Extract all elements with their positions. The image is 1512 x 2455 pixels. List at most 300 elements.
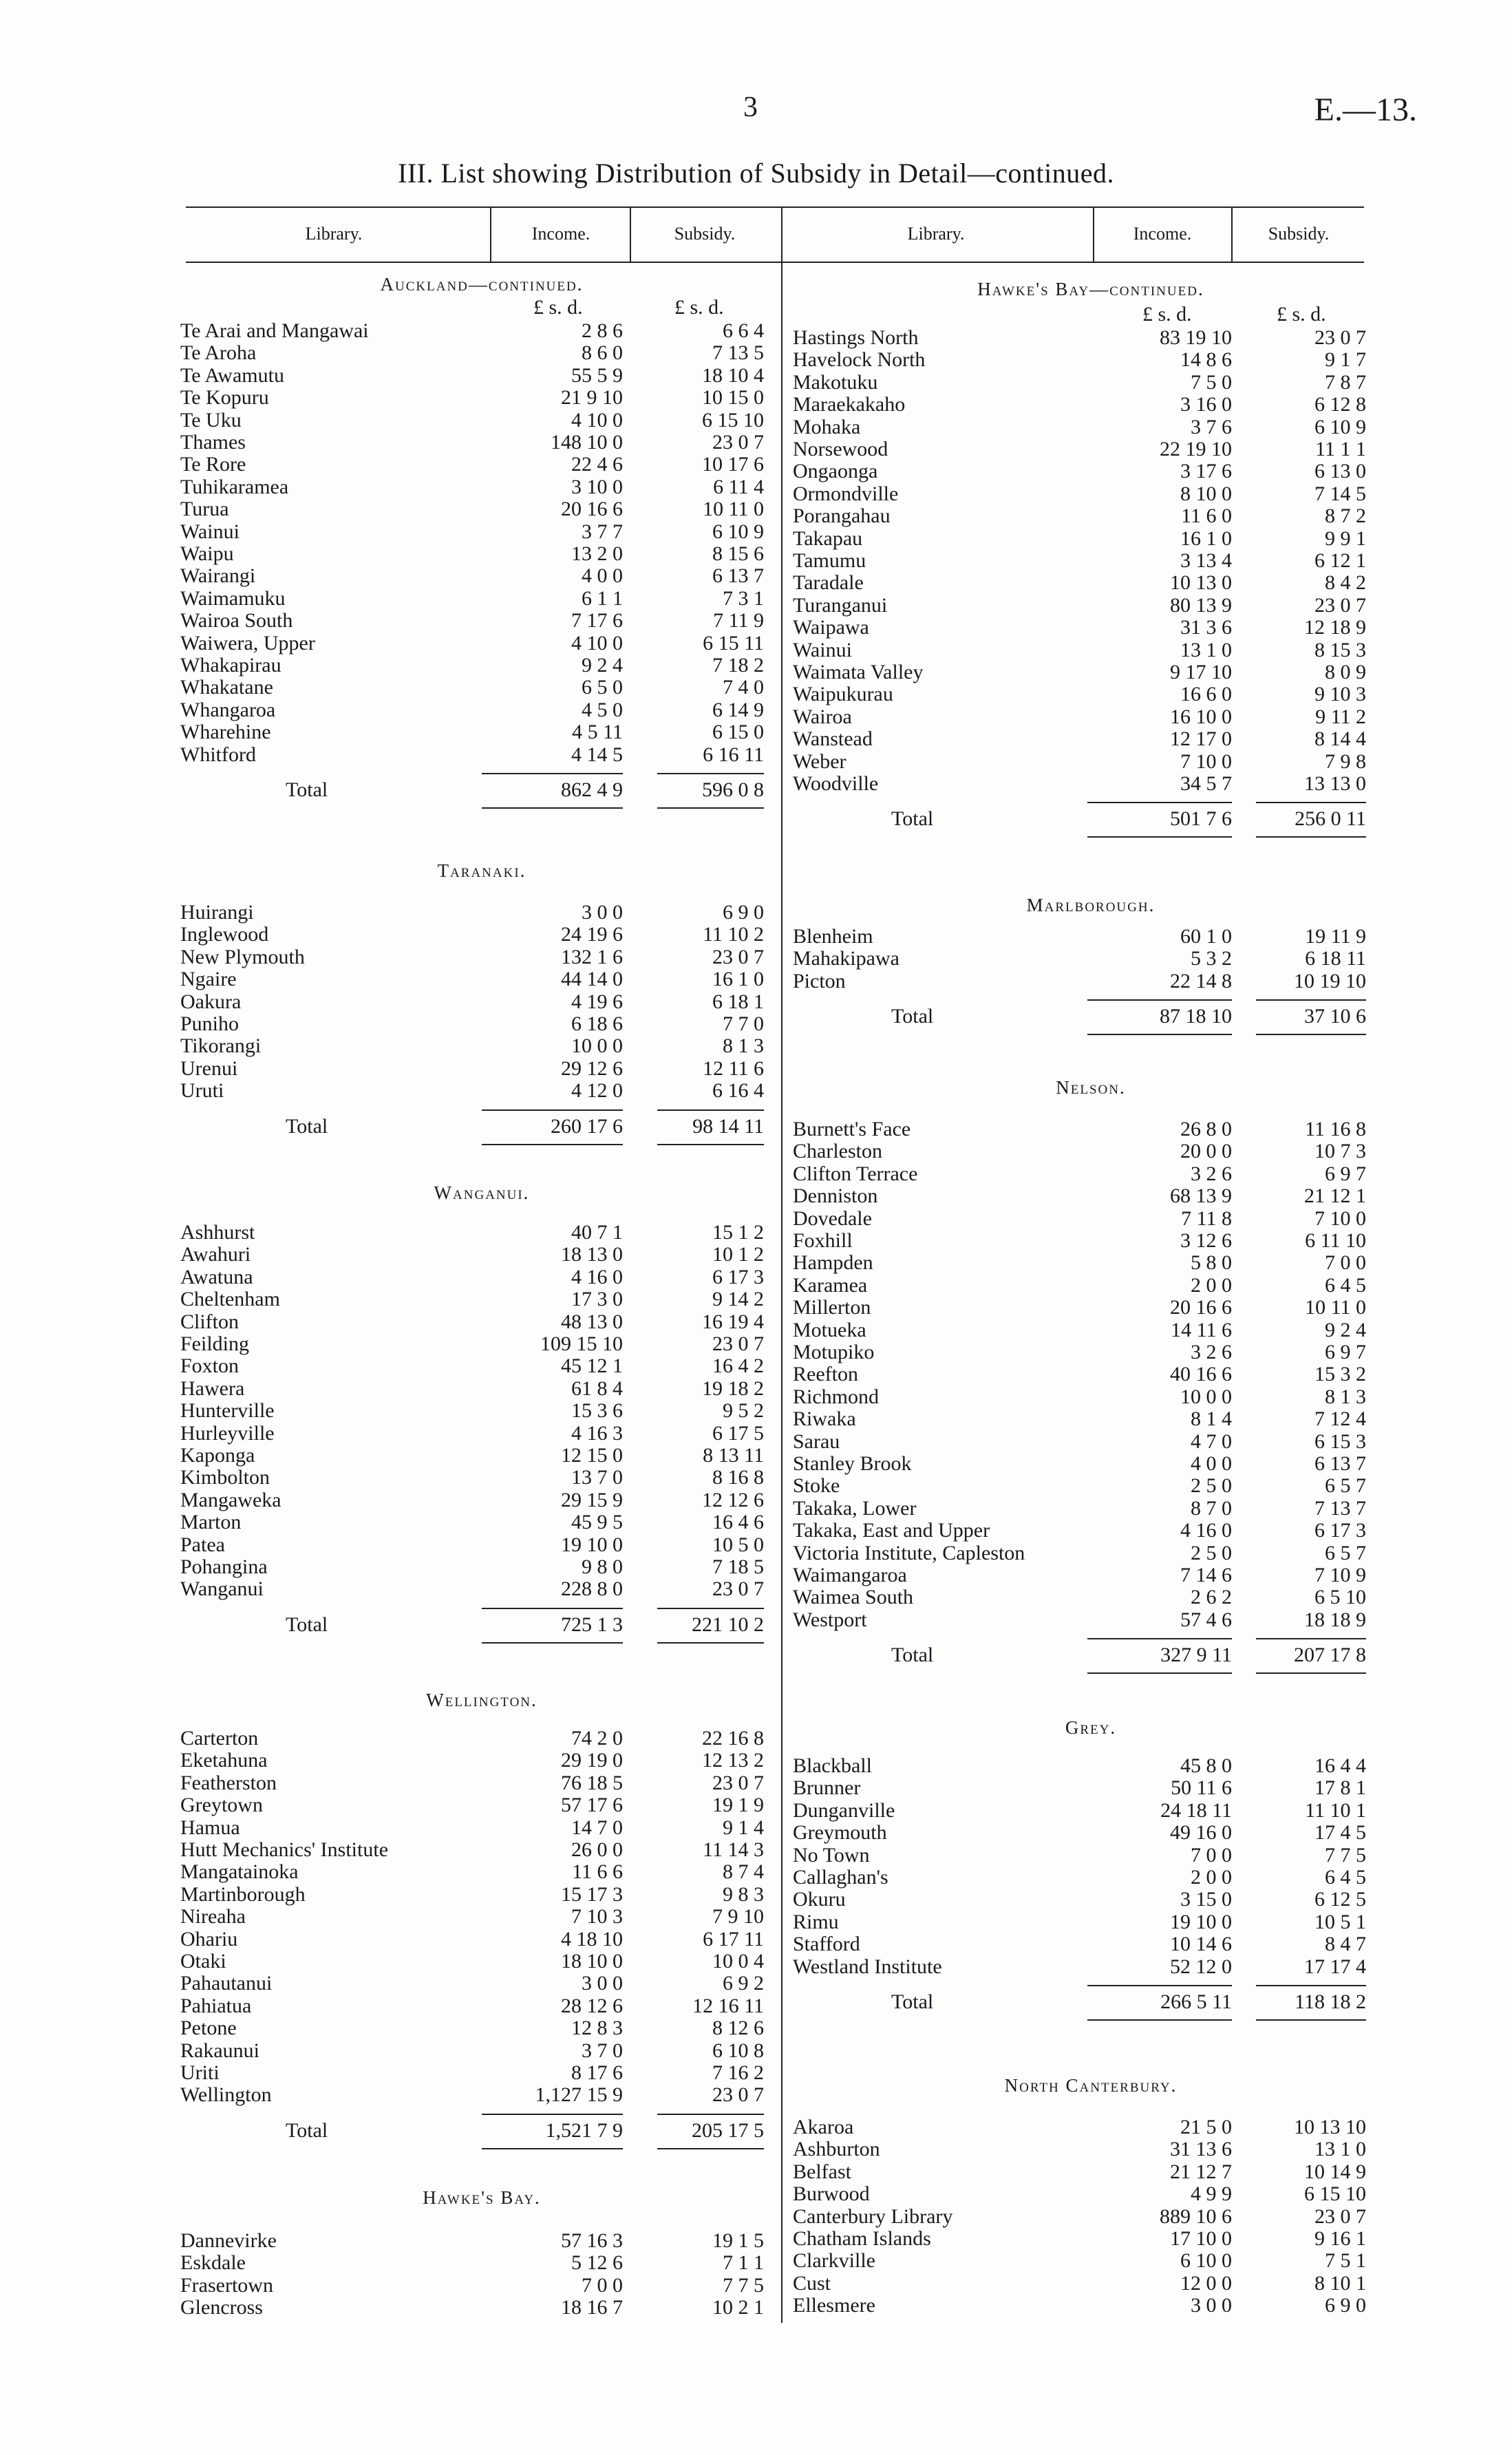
subsidy-value: 9 11 2 [1315,705,1366,728]
table-row [180,1423,764,1445]
library-name: Denniston [793,1184,878,1208]
subsidy-value: 7 7 5 [723,2273,764,2297]
income-value: 9 8 0 [582,1555,623,1578]
table-row [793,1140,1366,1162]
table-row [793,550,1366,572]
table-row [180,387,764,409]
library-name: Waipukurau [793,683,893,706]
income-value: 26 8 0 [1180,1118,1232,1140]
library-name: Eketahuna [180,1749,268,1772]
library-name: Norsewood [793,438,888,460]
subsidy-value: 6 17 5 [712,1421,764,1445]
subsidy-value: 7 7 0 [723,1012,764,1035]
subsidy-value: 7 0 0 [1325,1251,1366,1275]
header-separator [490,206,491,263]
subsidy-value: 10 14 9 [1304,2160,1366,2183]
library-name: Turanganui [793,593,888,617]
library-name: Riwaka [793,1407,856,1431]
subsidy-value: 6 9 0 [723,901,764,924]
income-value: 52 12 0 [1170,1955,1232,1978]
library-name: Wainui [793,638,852,661]
income-value: 28 12 6 [561,1994,623,2017]
library-name: Waimea South [793,1586,914,1609]
library-name: Mahakipawa [793,947,899,970]
library-name: Ongaonga [793,460,878,483]
income-value: 20 16 6 [561,498,623,521]
subsidy-value: 8 14 4 [1314,727,1366,751]
table-row [793,1845,1366,1867]
subsidy-value: 17 4 5 [1314,1821,1366,1845]
library-name: Wharehine [180,721,271,744]
library-name: Te Kopuru [180,386,269,410]
income-value: 4 5 0 [582,698,623,721]
income-value: 8 17 6 [571,2061,623,2084]
library-name: Carterton [180,1727,259,1750]
table-row [793,948,1366,970]
library-name: Ormondville [793,482,899,505]
library-name: Martinborough [180,1882,306,1906]
library-name: Victoria Institute, Capleston [793,1541,1025,1564]
header-separator [630,206,631,263]
table-row [793,1453,1366,1475]
subsidy-value: 6 9 2 [723,1972,764,1995]
income-value: 3 7 0 [582,2039,623,2062]
library-name: Hastings North [793,326,919,349]
library-name: Whangaroa [180,698,276,721]
total-income: 725 1 3 [561,1613,623,1636]
table-row [793,528,1366,550]
income-value: 57 17 6 [561,1794,623,1817]
table-row [793,1542,1366,1564]
table-row [793,572,1366,594]
table-row [793,1498,1366,1520]
library-name: Taradale [793,571,864,595]
library-name: Westland Institute [793,1955,942,1978]
table-row [180,320,764,342]
income-value: 9 17 10 [1170,661,1232,683]
subsidy-value: 6 17 3 [712,1265,764,1288]
library-name: Weber [793,750,846,773]
income-value: 14 11 6 [1171,1318,1232,1341]
income-value: 3 15 0 [1180,1888,1232,1911]
subsidy-value: 10 11 0 [1305,1296,1366,1319]
subsidy-value: 6 5 7 [1325,1541,1366,1564]
income-value: 19 10 0 [1170,1910,1232,1933]
income-value: 3 7 6 [1191,415,1232,438]
subsidy-value: 6 9 7 [1325,1341,1366,1363]
subsidy-value: 6 10 9 [1314,415,1366,438]
table-row [793,1564,1366,1586]
table-row [180,365,764,387]
income-value: 10 13 0 [1170,571,1232,595]
income-value: 4 5 11 [572,721,623,744]
subsidy-value: 16 4 6 [712,1511,764,1534]
table-row [180,655,764,677]
income-value: 1,127 15 9 [535,2083,623,2107]
table-row [793,1386,1366,1408]
income-value: 3 10 0 [571,475,623,498]
income-value: 10 0 0 [571,1034,623,1058]
subsidy-value: 8 7 4 [723,1860,764,1884]
subsidy-value: 19 1 9 [712,1794,764,1817]
table-row [180,543,764,565]
subsidy-value: 6 12 5 [1314,1888,1366,1911]
library-name: Greymouth [793,1821,887,1845]
table-row [180,1951,764,1973]
income-value: 4 12 0 [571,1079,623,1103]
income-value: 10 0 0 [1180,1385,1232,1408]
subsidy-value: 6 18 1 [712,990,764,1013]
income-value: 7 0 0 [582,2273,623,2297]
income-value: 12 0 0 [1180,2271,1232,2295]
library-name: Glencross [180,2296,263,2319]
subsidy-value: 6 4 5 [1325,1866,1366,1889]
subsidy-value: 21 12 1 [1304,1184,1366,1208]
column-header-income: Income. [1133,224,1192,244]
income-value: 55 5 9 [571,363,623,387]
currency-units-income: £ s. d. [533,296,583,319]
subsidy-value: 22 16 8 [702,1727,764,1750]
income-value: 22 4 6 [571,453,623,476]
subsidy-value: 7 1 1 [723,2251,764,2275]
income-value: 8 10 0 [1180,482,1232,505]
library-name: Rakaunui [180,2039,259,2062]
table-row [793,639,1366,661]
income-value: 49 16 0 [1170,1821,1232,1845]
library-name: Foxton [180,1354,239,1378]
table-row [793,1475,1366,1497]
library-name: Porangahau [793,504,891,528]
table-row [180,2062,764,2084]
subsidy-value: 8 1 3 [723,1034,764,1058]
subsidy-value: 12 16 11 [692,1994,764,2017]
library-name: Nireaha [180,1905,246,1928]
table-row [180,1058,764,1080]
table-row [793,483,1366,505]
subsidy-value: 6 17 11 [703,1927,764,1951]
income-value: 3 17 6 [1180,460,1232,483]
library-name: Callaghan's [793,1866,888,1889]
total-income: 260 17 6 [551,1114,623,1138]
total-subsidy: 205 17 5 [692,2118,764,2142]
income-value: 4 18 10 [561,1927,623,1951]
table-row [793,349,1366,371]
table-row [793,1933,1366,1955]
subsidy-value: 23 0 7 [712,1577,764,1601]
section-heading: Hawke's Bay. [423,2187,541,2208]
subsidy-value: 9 1 4 [723,1816,764,1839]
total-income: 327 9 11 [1160,1644,1232,1667]
section-heading: Nelson. [1056,1077,1126,1098]
income-value: 132 1 6 [561,945,623,968]
subsidy-value: 10 19 10 [1294,969,1366,992]
library-name: Dunganville [793,1798,895,1822]
subsidy-value: 12 11 6 [703,1056,764,1080]
table-row [180,991,764,1013]
income-value: 7 10 3 [571,1905,623,1928]
table-row [180,1311,764,1333]
table-row [180,1333,764,1355]
income-value: 24 18 11 [1160,1798,1232,1822]
income-value: 83 19 10 [1160,326,1232,349]
subsidy-value: 8 13 11 [703,1444,764,1467]
table-row [180,454,764,476]
table-row [793,1230,1366,1252]
subsidy-value: 7 12 4 [1314,1407,1366,1431]
income-value: 18 13 0 [561,1243,623,1266]
library-name: Wanganui [180,1577,264,1601]
subsidy-value: 8 15 3 [1314,638,1366,661]
total-subsidy: 98 14 11 [692,1114,764,1138]
library-name: Takaka, Lower [793,1496,917,1520]
subsidy-value: 6 5 7 [1325,1474,1366,1498]
subsidy-value: 6 9 7 [1325,1162,1366,1185]
table-row [180,1750,764,1772]
income-value: 68 13 9 [1170,1184,1232,1208]
library-name: Pahiatua [180,1994,252,2017]
table-row [793,1341,1366,1363]
subsidy-value: 6 10 8 [712,2039,764,2062]
table-row [793,773,1366,795]
library-name: Puniho [180,1012,239,1035]
subsidy-value: 16 4 2 [712,1354,764,1378]
library-name: Hamua [180,1816,240,1839]
subsidy-value: 16 1 0 [712,968,764,991]
section-heading: Grey. [1065,1717,1117,1738]
library-name: Te Aroha [180,341,257,365]
income-value: 7 11 8 [1181,1207,1232,1230]
table-row [180,2017,764,2039]
income-value: 17 3 0 [571,1288,623,1311]
subsidy-value: 23 0 7 [712,945,764,968]
library-name: Clifton [180,1310,239,1333]
income-value: 7 17 6 [571,609,623,633]
library-name: Featherston [180,1771,277,1794]
library-name: Petone [180,2017,237,2040]
section-heading: Taranaki. [437,860,526,881]
subsidy-value: 6 15 0 [712,721,764,744]
income-value: 29 15 9 [561,1488,623,1511]
subsidy-value: 7 14 5 [1314,482,1366,505]
table-row [793,1777,1366,1799]
income-value: 8 6 0 [582,341,623,365]
library-name: Waiwera, Upper [180,631,315,655]
total-subsidy: 37 10 6 [1304,1005,1366,1028]
subsidy-value: 6 10 9 [712,520,764,543]
table-row [180,1578,764,1600]
library-name: Takaka, East and Upper [793,1519,990,1542]
subsidy-value: 8 10 1 [1314,2271,1366,2295]
table-row [793,1800,1366,1822]
table-row [793,1889,1366,1911]
income-value: 22 14 8 [1170,969,1232,992]
section-heading: Wellington. [426,1690,537,1710]
library-name: Te Awamutu [180,363,284,387]
subsidy-value: 12 13 2 [702,1749,764,1772]
table-row [793,1956,1366,1978]
subsidy-value: 12 12 6 [702,1488,764,1511]
subsidy-value: 7 13 7 [1314,1496,1366,1520]
subsidy-value: 6 15 10 [1304,2182,1366,2206]
table-row [793,1609,1366,1631]
library-name: Okuru [793,1888,846,1911]
income-value: 6 18 6 [571,1012,623,1035]
table-row [180,1906,764,1928]
income-value: 3 0 0 [1191,2294,1232,2317]
library-name: Uriti [180,2061,220,2084]
section-heading: North Canterbury. [1004,2075,1178,2096]
library-name: Makotuku [793,370,878,394]
library-name: Charleston [793,1140,882,1163]
subsidy-value: 13 1 0 [1314,2138,1366,2161]
library-name: Uruti [180,1079,224,1103]
subsidy-value: 10 0 4 [712,1950,764,1973]
library-name: Mohaka [793,415,861,438]
table-row [793,416,1366,438]
subsidy-value: 7 7 5 [1325,1843,1366,1867]
table-row [793,1252,1366,1274]
income-value: 4 16 0 [571,1265,623,1288]
library-name: Chatham Islands [793,2227,931,2250]
subsidy-value: 7 9 10 [712,1905,764,1928]
subsidy-value: 10 5 0 [712,1533,764,1556]
header-separator [1231,206,1233,263]
subsidy-value: 9 16 1 [1314,2227,1366,2250]
table-row [793,661,1366,683]
income-value: 8 1 4 [1191,1407,1232,1431]
subsidy-value: 8 7 2 [1325,504,1366,528]
library-name: Wanstead [793,727,873,751]
income-value: 21 12 7 [1170,2160,1232,2183]
total-income: 87 18 10 [1160,1005,1232,1028]
income-value: 13 1 0 [1180,638,1232,661]
subsidy-value: 11 14 3 [703,1838,764,1861]
library-name: Hutt Mechanics' Institute [180,1838,389,1861]
section-heading: Wanganui. [434,1182,530,1203]
library-name: Te Arai and Mangawai [180,319,369,342]
table-row [793,595,1366,617]
income-value: 4 19 6 [571,990,623,1013]
table-row [793,926,1366,948]
subsidy-value: 16 4 4 [1314,1754,1366,1777]
subsidy-value: 7 11 9 [713,609,764,633]
subsidy-value: 6 6 4 [723,319,764,342]
library-name: Wainui [180,520,239,543]
page-number: 3 [743,92,758,123]
subsidy-value: 23 0 7 [1314,593,1366,617]
table-row [793,1185,1366,1207]
income-value: 4 10 0 [571,408,623,432]
library-name: Stoke [793,1474,840,1498]
library-name: Cust [793,2271,831,2295]
total-subsidy: 207 17 8 [1294,1644,1366,1667]
table-row [180,1511,764,1533]
table-row [180,498,764,520]
table-row [793,460,1366,482]
income-value: 13 2 0 [571,542,623,565]
section-heading: Marlborough. [1026,895,1156,915]
income-value: 17 10 0 [1170,2227,1232,2250]
income-value: 7 10 0 [1180,750,1232,773]
subsidy-value: 23 0 7 [712,2083,764,2107]
table-row [793,505,1366,527]
library-name: Te Rore [180,453,246,476]
library-name: Maraekakaho [793,393,906,416]
library-name: Whitford [180,743,256,766]
income-value: 11 6 0 [1181,504,1232,528]
income-value: 16 1 0 [1180,527,1232,550]
library-name: No Town [793,1843,870,1867]
table-row [793,438,1366,460]
library-name: Whakapirau [180,654,281,677]
table-row [180,2230,764,2252]
subsidy-value: 19 1 5 [712,2229,764,2252]
table-row [180,902,764,924]
table-row [180,1839,764,1861]
subsidy-value: 7 3 1 [723,586,764,610]
income-value: 45 12 1 [561,1354,623,1378]
table-row [180,2084,764,2106]
table-row [180,2040,764,2062]
income-value: 4 0 0 [582,564,623,588]
library-name: Akaroa [793,2116,854,2138]
library-name: Waimata Valley [793,661,924,683]
library-name: Waipu [180,542,234,565]
income-value: 3 2 6 [1191,1162,1232,1185]
total-income: 501 7 6 [1170,807,1232,831]
table-row [180,1861,764,1883]
library-name: Waipawa [793,616,869,639]
library-name: Ellesmere [793,2294,875,2317]
income-value: 45 9 5 [571,1511,623,1534]
total-label: Total [286,1613,328,1636]
income-value: 2 0 0 [1191,1866,1232,1889]
subsidy-value: 9 1 7 [1325,348,1366,372]
library-name: Foxhill [793,1229,853,1252]
subsidy-value: 9 14 2 [712,1288,764,1311]
library-name: Belfast [793,2160,851,2183]
income-value: 4 10 0 [571,631,623,655]
table-row [180,1489,764,1511]
table-row [180,1080,764,1102]
subsidy-value: 18 18 9 [1304,1608,1366,1631]
library-name: Mangaweka [180,1488,281,1511]
table-row [180,476,764,498]
table-row [180,633,764,655]
table-row [180,410,764,432]
income-value: 50 11 6 [1171,1776,1232,1800]
subsidy-value: 18 10 4 [702,363,764,387]
library-name: Awatuna [180,1265,253,1288]
income-value: 16 10 0 [1170,705,1232,728]
table-row [793,2161,1366,2183]
income-value: 4 14 5 [571,743,623,766]
table-row [793,1586,1366,1608]
library-name: Pahautanui [180,1972,273,1995]
income-value: 57 4 6 [1180,1608,1232,1631]
subsidy-value: 7 10 0 [1314,1207,1366,1230]
table-row [180,565,764,587]
table-row [180,1035,764,1057]
table-row [180,521,764,543]
total-label: Total [891,1644,934,1667]
subsidy-value: 7 4 0 [723,676,764,699]
table-row [793,1319,1366,1341]
table-row [180,432,764,454]
library-name: Dovedale [793,1207,872,1230]
subsidy-value: 6 11 4 [713,475,764,498]
library-name: Thames [180,431,246,454]
